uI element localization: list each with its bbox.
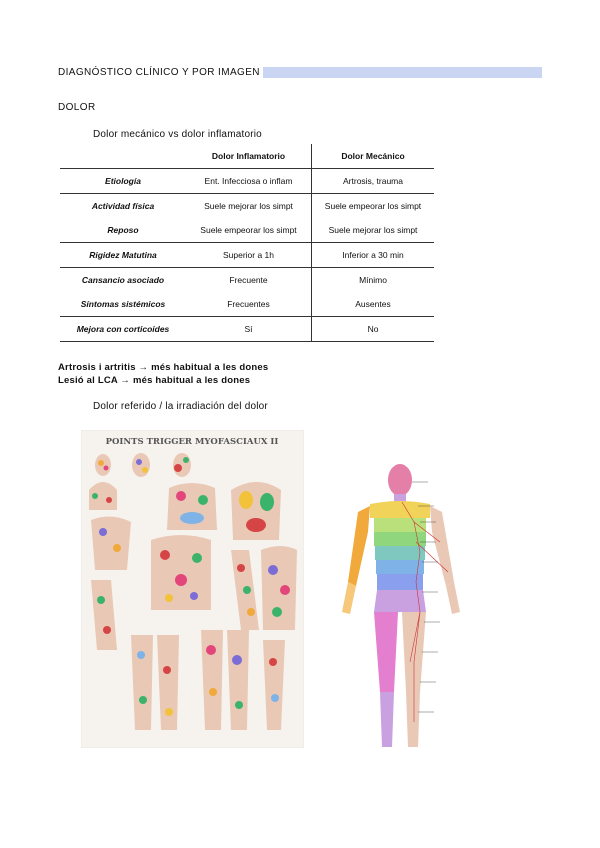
cell-mechanical: Artrosis, trauma	[312, 169, 435, 194]
cell-inflammatory: Superior a 1h	[186, 243, 312, 268]
table-header-inflammatory: Dolor Inflamatorio	[186, 144, 312, 169]
subtitle-referred-pain: Dolor referido / la irradiación del dolor	[93, 401, 268, 412]
cell-inflammatory: Suele empeorar los simpt	[186, 218, 312, 243]
page-header	[58, 66, 542, 78]
row-label: Actividad física	[91, 201, 155, 211]
note-arthrosis: Artrosis i artritis → més habitual a les dones	[58, 362, 269, 373]
cell-mechanical: Mínimo	[359, 275, 387, 285]
row-label: Mejora con corticoides	[60, 317, 186, 342]
poster-figure-head-side	[132, 453, 150, 477]
table-row	[60, 292, 434, 317]
table-header-empty	[60, 144, 186, 169]
header-title: DIAGNÓSTICO CLÍNICO Y POR IMAGEN	[58, 67, 263, 78]
dermatome-figure	[330, 462, 470, 762]
note-acl-injury: Lesió al LCA → més habitual a les dones	[58, 375, 251, 386]
table-row	[60, 243, 434, 268]
poster-figure-torso-front	[167, 483, 217, 530]
cell-mechanical: Inferior a 30 min	[312, 243, 435, 268]
dermatome-arm-right	[348, 506, 370, 586]
comparison-table	[60, 144, 434, 342]
table-row	[60, 218, 434, 243]
cell-mechanical: Suele empeorar los simpt	[324, 201, 422, 211]
cell-inflammatory: Frecuente	[186, 268, 312, 293]
poster-figure-head-back	[173, 453, 191, 477]
row-label: Cansancio asociado	[81, 275, 165, 285]
poster-figure-torso-back	[231, 482, 281, 540]
row-label: Etiología	[60, 169, 186, 194]
cell-mechanical: No	[312, 317, 435, 342]
cell-inflammatory: Ent. Infecciosa o inflam	[186, 169, 312, 194]
dermatome-arm-left	[430, 506, 454, 586]
poster-figure-back-mid	[151, 535, 211, 610]
row-label: Reposo	[60, 218, 186, 243]
poster-figure-back-right	[261, 546, 297, 630]
cell-inflammatory: Sí	[186, 317, 312, 342]
section-title: DOLOR	[58, 102, 96, 113]
table-row	[60, 317, 434, 342]
dermatome-shoulders	[370, 501, 430, 518]
cell-inflammatory: Suele mejorar los simpt	[186, 194, 312, 219]
dermatome-leg-right	[374, 612, 398, 692]
subtitle-mechanical-vs-inflammatory: Dolor mecánico vs dolor inflamatorio	[93, 129, 262, 140]
cell-mechanical: Ausentes	[312, 292, 435, 317]
table-row	[60, 194, 434, 219]
row-label: Síntomas sistémicos	[60, 292, 186, 317]
table-row	[60, 169, 434, 194]
table-header-row	[60, 144, 434, 169]
table-row	[60, 268, 434, 293]
dermatome-head	[388, 464, 412, 496]
cell-inflammatory: Frecuentes	[186, 292, 312, 317]
poster-title: POINTS TRIGGER MYOFASCIAUX II	[105, 437, 279, 447]
trigger-points-poster	[81, 430, 304, 748]
poster-figure-shoulder-left	[91, 516, 131, 570]
header-highlight-bar	[263, 67, 542, 78]
row-label: Rigidez Matutina	[60, 243, 186, 268]
cell-mechanical: Suele mejorar los simpt	[312, 218, 435, 243]
table-header-mechanical: Dolor Mecánico	[312, 144, 435, 169]
